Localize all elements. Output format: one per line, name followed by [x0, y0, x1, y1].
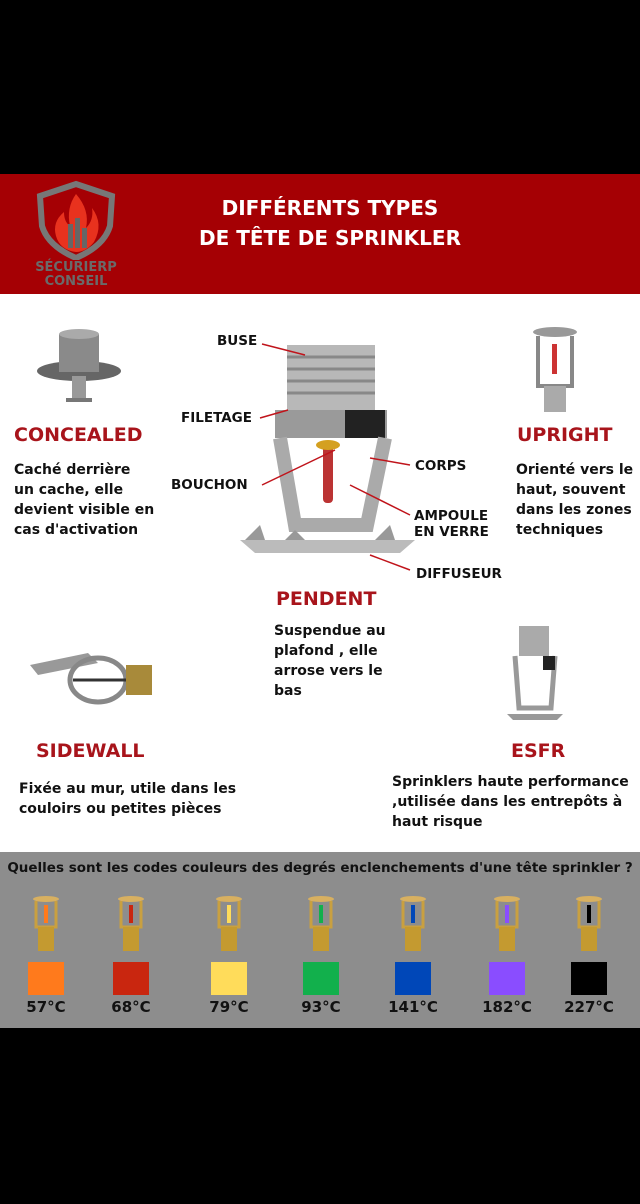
- sprinkler-bulb-icon: [306, 895, 336, 953]
- logo-text: SÉCURIERP: [35, 260, 117, 275]
- shield-flame-icon: [28, 180, 124, 260]
- pendent-description: Suspendue au plafond , elle arrose vers le bas: [274, 623, 386, 699]
- temperature-label: 57°C: [26, 998, 66, 1016]
- logo-text: CONSEIL: [44, 274, 108, 289]
- sidewall-title: SIDEWALL: [36, 740, 145, 762]
- concealed-title: CONCEALED: [14, 424, 143, 446]
- color-code-question: Quelles sont les codes couleurs des degrés enclenchements d'une tête sprinkler ?: [7, 860, 633, 876]
- esfr-title: ESFR: [511, 740, 566, 762]
- sprinkler-bulb-icon: [492, 895, 522, 953]
- temperature-label: 68°C: [111, 998, 151, 1016]
- pendent-title: PENDENT: [276, 588, 377, 610]
- upright-title: UPRIGHT: [517, 424, 613, 446]
- color-swatch: [303, 962, 339, 995]
- upright-sprinkler-image: [530, 326, 580, 416]
- label-ampoule: AMPOULE EN VERRE: [414, 508, 489, 540]
- sprinkler-bulb-icon: [116, 895, 146, 953]
- title-line: DIFFÉRENTS TYPES: [221, 196, 439, 220]
- concealed-sprinkler-image: [34, 326, 124, 406]
- concealed-description: Caché derrière un cache, elle devient visible en cas d'activation: [14, 462, 155, 538]
- sprinkler-bulb-icon: [398, 895, 428, 953]
- sidewall-sprinkler-image: [28, 645, 158, 715]
- logo: [28, 180, 124, 290]
- color-swatch: [113, 962, 149, 995]
- sprinkler-bulb-icon: [31, 895, 61, 953]
- color-swatch: [28, 962, 64, 995]
- color-swatch: [211, 962, 247, 995]
- temperature-label: 93°C: [301, 998, 341, 1016]
- sprinkler-bulb-icon: [214, 895, 244, 953]
- label-buse: BUSE: [217, 333, 258, 349]
- label-diffuseur: DIFFUSEUR: [416, 566, 502, 582]
- color-swatch: [571, 962, 607, 995]
- sprinkler-bulb-icon: [574, 895, 604, 953]
- page-title: [150, 193, 510, 253]
- temperature-label: 141°C: [388, 998, 438, 1016]
- color-swatch: [489, 962, 525, 995]
- title-line: DE TÊTE DE SPRINKLER: [199, 226, 461, 250]
- temperature-label: 79°C: [209, 998, 249, 1016]
- temperature-label: 227°C: [564, 998, 614, 1016]
- label-corps: CORPS: [415, 458, 467, 474]
- sidewall-description: Fixée au mur, utile dans les couloirs ou petites pièces: [19, 781, 237, 817]
- esfr-sprinkler-image: [505, 622, 565, 722]
- part-arrows: [170, 330, 500, 580]
- color-swatch: [395, 962, 431, 995]
- esfr-description: Sprinklers haute performance ,utilisée dans les entrepôts à haut risque: [392, 774, 629, 830]
- upright-description: Orienté vers le haut, souvent dans les zones techniques: [516, 462, 634, 538]
- label-bouchon: BOUCHON: [171, 477, 248, 493]
- temperature-label: 182°C: [482, 998, 532, 1016]
- label-filetage: FILETAGE: [181, 410, 252, 426]
